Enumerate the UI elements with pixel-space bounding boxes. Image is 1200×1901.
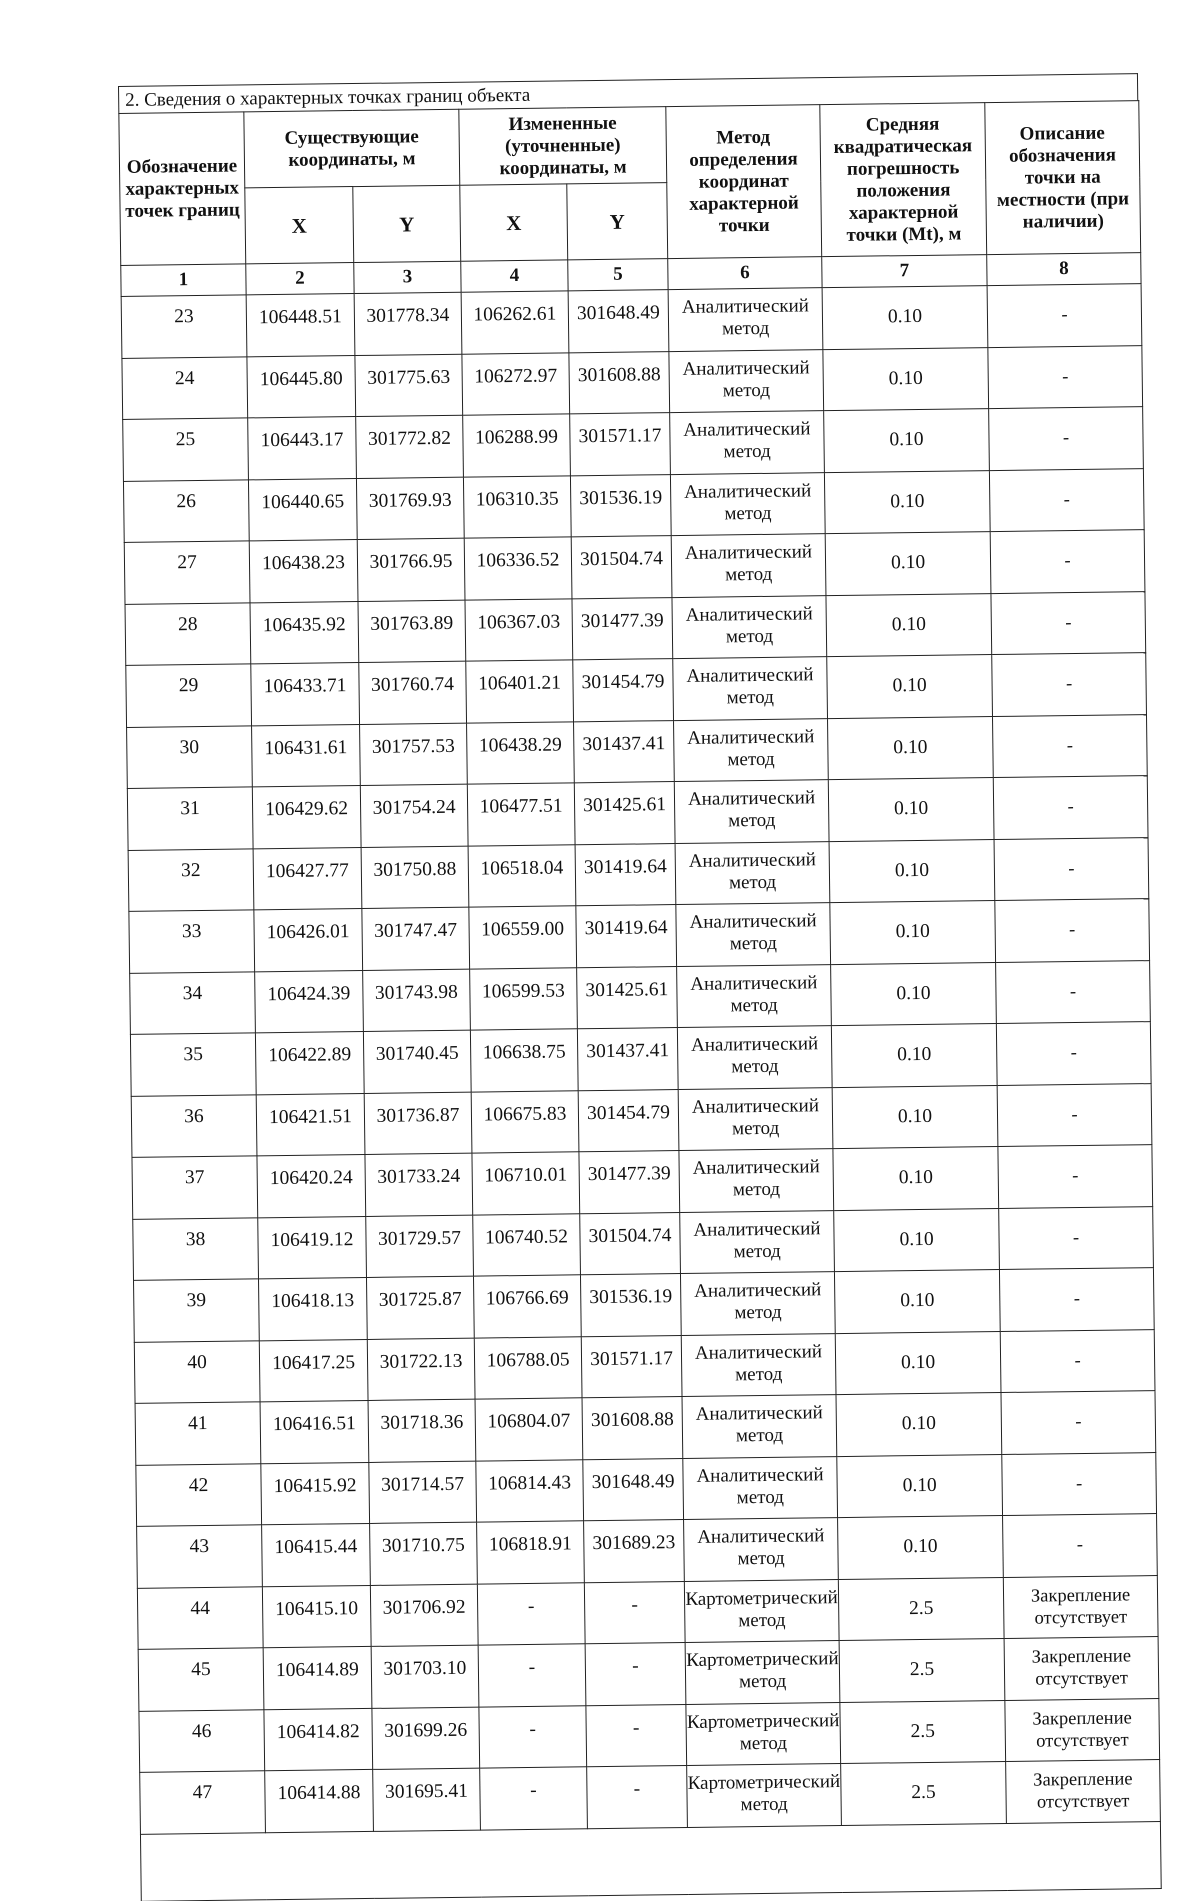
header-point: Обозначение характерных точек границ — [119, 112, 246, 266]
header-changed-y: Y — [567, 183, 668, 260]
description-cell: - — [990, 530, 1145, 593]
description-cell: - — [999, 1206, 1154, 1269]
description-cell: - — [993, 714, 1148, 777]
changed-x-cell: 106804.07 — [475, 1398, 583, 1461]
method-cell: Аналитический метод — [679, 1149, 834, 1212]
changed-x-cell: - — [478, 1644, 586, 1707]
existing-y-cell: 301699.26 — [372, 1707, 480, 1770]
error-cell: 2.5 — [840, 1700, 1006, 1764]
method-cell: Аналитический метод — [671, 534, 826, 597]
description-cell: - — [988, 345, 1143, 408]
changed-y-cell: - — [587, 1765, 688, 1828]
existing-y-cell: 301695.41 — [373, 1768, 481, 1831]
error-cell: 0.10 — [835, 1331, 1001, 1395]
point-cell: 38 — [133, 1217, 259, 1280]
method-cell: Аналитический метод — [668, 288, 823, 351]
changed-x-cell: 106272.97 — [462, 352, 570, 415]
changed-y-cell: 301648.49 — [583, 1458, 684, 1521]
changed-y-cell: 301419.64 — [575, 843, 676, 906]
existing-y-cell: 301778.34 — [354, 292, 462, 355]
error-cell: 2.5 — [841, 1761, 1007, 1825]
changed-y-cell: 301425.61 — [577, 966, 678, 1029]
existing-x-cell: 106443.17 — [248, 417, 357, 480]
method-cell: Аналитический метод — [678, 1087, 833, 1150]
description-cell: - — [996, 960, 1151, 1023]
existing-y-cell: 301740.45 — [363, 1030, 471, 1093]
existing-y-cell: 301718.36 — [368, 1399, 476, 1462]
changed-x-cell: 106477.51 — [467, 783, 575, 846]
description-cell: - — [989, 468, 1144, 531]
method-cell: Аналитический метод — [675, 841, 830, 904]
description-cell: - — [991, 591, 1146, 654]
description-cell: - — [992, 653, 1147, 716]
existing-x-cell: 106435.92 — [250, 601, 359, 664]
changed-x-cell: - — [479, 1705, 587, 1768]
error-cell: 0.10 — [824, 470, 990, 534]
changed-x-cell: 106599.53 — [470, 967, 578, 1030]
error-cell: 0.10 — [834, 1270, 1000, 1334]
method-cell: Аналитический метод — [683, 1456, 838, 1519]
existing-x-cell: 106420.24 — [257, 1154, 366, 1217]
method-cell: Аналитический метод — [669, 349, 824, 412]
changed-x-cell: 106288.99 — [463, 414, 571, 477]
point-cell: 40 — [134, 1340, 260, 1403]
error-cell: 0.10 — [834, 1208, 1000, 1272]
existing-x-cell: 106417.25 — [259, 1339, 368, 1402]
method-cell: Картометрический метод — [684, 1579, 839, 1642]
method-cell: Аналитический метод — [673, 657, 828, 720]
table-body — [121, 284, 1160, 1834]
existing-y-cell: 301772.82 — [356, 415, 464, 478]
existing-y-cell: 301706.92 — [370, 1584, 478, 1647]
method-cell: Аналитический метод — [681, 1333, 836, 1396]
existing-y-cell: 301703.10 — [371, 1645, 479, 1708]
changed-y-cell: 301437.41 — [577, 1028, 678, 1091]
point-cell: 30 — [127, 725, 253, 788]
changed-x-cell: 106710.01 — [472, 1152, 580, 1215]
changed-x-cell: 106336.52 — [464, 537, 572, 600]
point-cell: 35 — [130, 1033, 256, 1096]
document-sheet — [118, 73, 1161, 1901]
point-cell: 43 — [137, 1525, 263, 1588]
method-cell: Аналитический метод — [682, 1395, 837, 1458]
existing-x-cell: 106438.23 — [249, 540, 358, 603]
changed-x-cell: 106438.29 — [467, 721, 575, 784]
error-cell: 0.10 — [823, 347, 989, 411]
existing-x-cell: 106421.51 — [256, 1093, 365, 1156]
description-cell: - — [1003, 1514, 1158, 1577]
existing-x-cell: 106431.61 — [252, 724, 361, 787]
method-cell: Аналитический метод — [670, 411, 825, 474]
method-cell: Аналитический метод — [680, 1272, 835, 1335]
changed-y-cell: 301454.79 — [578, 1089, 679, 1152]
point-cell: 34 — [130, 971, 256, 1034]
changed-y-cell: 301477.39 — [572, 597, 673, 660]
description-cell: Закрепление отсутствует — [1003, 1575, 1158, 1638]
changed-x-cell: 106788.05 — [474, 1336, 582, 1399]
changed-y-cell: 301425.61 — [574, 782, 675, 845]
description-cell: - — [987, 284, 1142, 347]
existing-x-cell: 106414.88 — [265, 1769, 374, 1832]
existing-x-cell: 106424.39 — [255, 970, 364, 1033]
changed-y-cell: 301571.17 — [581, 1335, 682, 1398]
description-cell: - — [996, 1022, 1151, 1085]
changed-x-cell: - — [480, 1767, 588, 1830]
error-cell: 0.10 — [838, 1515, 1004, 1579]
changed-y-cell: 301454.79 — [573, 659, 674, 722]
method-cell: Аналитический метод — [672, 595, 827, 658]
error-cell: 0.10 — [827, 655, 993, 719]
point-cell: 44 — [137, 1586, 263, 1649]
point-cell: 31 — [127, 787, 253, 850]
existing-y-cell: 301754.24 — [360, 784, 468, 847]
changed-y-cell: 301504.74 — [571, 536, 672, 599]
header-existing-coords: Существующие координаты, м — [244, 109, 460, 188]
existing-y-cell: 301725.87 — [366, 1276, 474, 1339]
section-title: 2. Сведения о характерных точках границ объекта — [118, 73, 1138, 113]
existing-x-cell: 106416.51 — [260, 1400, 369, 1463]
point-cell: 25 — [123, 418, 249, 481]
point-cell: 36 — [131, 1094, 257, 1157]
description-cell: - — [998, 1145, 1153, 1208]
changed-y-cell: 301608.88 — [569, 351, 670, 414]
changed-y-cell: 301419.64 — [576, 905, 677, 968]
existing-y-cell: 301722.13 — [367, 1338, 475, 1401]
error-cell: 0.10 — [830, 901, 996, 965]
changed-x-cell: 106367.03 — [465, 598, 573, 661]
point-cell: 46 — [139, 1709, 265, 1772]
description-cell: Закрепление отсутствует — [1005, 1698, 1160, 1761]
error-cell: 0.10 — [831, 962, 997, 1026]
method-cell: Картометрический метод — [687, 1764, 842, 1827]
point-cell: 27 — [124, 541, 250, 604]
point-cell: 41 — [135, 1402, 261, 1465]
error-cell: 0.10 — [828, 778, 994, 842]
error-cell: 0.10 — [826, 593, 992, 657]
header-method: Метод определения координат характерной точки — [666, 105, 822, 259]
existing-y-cell: 301757.53 — [360, 723, 468, 786]
changed-x-cell: 106675.83 — [471, 1090, 579, 1153]
column-number: 1 — [121, 264, 246, 297]
existing-y-cell: 301769.93 — [356, 477, 464, 540]
changed-x-cell: 106262.61 — [461, 291, 569, 354]
existing-x-cell: 106445.80 — [247, 355, 356, 418]
existing-x-cell: 106429.62 — [252, 786, 361, 849]
point-cell: 42 — [136, 1463, 262, 1526]
column-number: 2 — [246, 263, 354, 295]
existing-x-cell: 106427.77 — [253, 847, 362, 910]
existing-y-cell: 301729.57 — [366, 1215, 474, 1278]
header-error: Средняя квадратическая погрешность положения характерной точки (Mt), м — [820, 103, 987, 257]
existing-y-cell: 301775.63 — [355, 354, 463, 417]
changed-y-cell: 301437.41 — [574, 720, 675, 783]
error-cell: 0.10 — [831, 1024, 997, 1088]
changed-x-cell: 106814.43 — [476, 1459, 584, 1522]
changed-y-cell: 301571.17 — [570, 413, 671, 476]
point-cell: 33 — [129, 910, 255, 973]
error-cell: 0.10 — [833, 1147, 999, 1211]
description-cell: - — [993, 776, 1148, 839]
changed-x-cell: 106818.91 — [477, 1521, 585, 1584]
existing-x-cell: 106414.89 — [263, 1646, 372, 1709]
point-cell: 24 — [122, 356, 248, 419]
method-cell: Картометрический метод — [686, 1702, 841, 1765]
existing-y-cell: 301733.24 — [365, 1153, 473, 1216]
existing-y-cell: 301714.57 — [369, 1461, 477, 1524]
method-cell: Аналитический метод — [677, 964, 832, 1027]
existing-x-cell: 106440.65 — [248, 478, 357, 541]
description-cell: - — [997, 1083, 1152, 1146]
changed-y-cell: 301689.23 — [584, 1520, 685, 1583]
existing-x-cell: 106426.01 — [254, 909, 363, 972]
method-cell: Аналитический метод — [674, 718, 829, 781]
existing-y-cell: 301736.87 — [364, 1092, 472, 1155]
error-cell: 0.10 — [828, 716, 994, 780]
point-cell: 45 — [138, 1648, 264, 1711]
description-cell: - — [1000, 1329, 1155, 1392]
method-cell: Аналитический метод — [680, 1210, 835, 1273]
changed-x-cell: 106766.69 — [473, 1275, 581, 1338]
method-cell: Аналитический метод — [684, 1518, 839, 1581]
error-cell: 2.5 — [839, 1638, 1005, 1702]
column-number: 6 — [668, 257, 822, 290]
method-cell: Аналитический метод — [677, 1026, 832, 1089]
error-cell: 2.5 — [838, 1577, 1004, 1641]
changed-x-cell: 106401.21 — [466, 660, 574, 723]
point-cell: 47 — [140, 1771, 266, 1834]
changed-x-cell: 106638.75 — [470, 1029, 578, 1092]
description-cell: - — [989, 407, 1144, 470]
method-cell: Аналитический метод — [674, 780, 829, 843]
changed-y-cell: 301504.74 — [580, 1212, 681, 1275]
existing-x-cell: 106415.44 — [262, 1523, 371, 1586]
changed-x-cell: 106518.04 — [468, 844, 576, 907]
existing-x-cell: 106419.12 — [258, 1216, 367, 1279]
existing-x-cell: 106415.92 — [261, 1462, 370, 1525]
header-changed-x: X — [460, 184, 568, 261]
changed-x-cell: 106740.52 — [473, 1213, 581, 1276]
error-cell: 0.10 — [837, 1454, 1003, 1518]
empty-cell — [140, 1821, 1161, 1901]
error-cell: 0.10 — [836, 1393, 1002, 1457]
error-cell: 0.10 — [822, 286, 988, 350]
changed-y-cell: - — [585, 1642, 686, 1705]
changed-x-cell: 106310.35 — [463, 475, 571, 538]
existing-y-cell: 301747.47 — [362, 907, 470, 970]
boundary-points-table — [118, 100, 1161, 1901]
error-cell: 0.10 — [825, 532, 991, 596]
existing-y-cell: 301743.98 — [363, 969, 471, 1032]
changed-y-cell: 301536.19 — [580, 1274, 681, 1337]
point-cell: 39 — [134, 1279, 260, 1342]
existing-x-cell: 106418.13 — [259, 1277, 368, 1340]
column-number: 5 — [568, 259, 668, 291]
existing-y-cell: 301766.95 — [357, 538, 465, 601]
description-cell: - — [1001, 1391, 1156, 1454]
point-cell: 37 — [132, 1156, 258, 1219]
method-cell: Картометрический метод — [685, 1641, 840, 1704]
header-description: Описание обозначения точки на местности (при наличии) — [985, 101, 1141, 255]
existing-x-cell: 106448.51 — [246, 294, 355, 357]
method-cell: Аналитический метод — [676, 903, 831, 966]
error-cell: 0.10 — [824, 409, 990, 473]
description-cell: - — [994, 837, 1149, 900]
changed-y-cell: - — [584, 1581, 685, 1644]
existing-x-cell: 106414.82 — [264, 1708, 373, 1771]
changed-y-cell: 301477.39 — [579, 1151, 680, 1214]
description-cell: Закрепление отсутствует — [1006, 1760, 1161, 1823]
column-number: 3 — [354, 261, 461, 293]
existing-y-cell: 301750.88 — [361, 846, 469, 909]
existing-x-cell: 106422.89 — [255, 1031, 364, 1094]
existing-x-cell: 106415.10 — [262, 1585, 371, 1648]
point-cell: 28 — [125, 602, 251, 665]
existing-y-cell: 301760.74 — [359, 661, 467, 724]
description-cell: - — [995, 899, 1150, 962]
changed-x-cell: - — [477, 1582, 585, 1645]
point-cell: 29 — [126, 664, 252, 727]
empty-footer-row — [140, 1821, 1161, 1901]
changed-y-cell: 301608.88 — [582, 1397, 683, 1460]
point-cell: 23 — [121, 295, 247, 358]
existing-y-cell: 301763.89 — [358, 600, 466, 663]
description-cell: - — [999, 1268, 1154, 1331]
error-cell: 0.10 — [829, 839, 995, 903]
method-cell: Аналитический метод — [670, 472, 825, 535]
changed-x-cell: 106559.00 — [469, 906, 577, 969]
changed-y-cell: 301648.49 — [568, 290, 669, 353]
column-number: 7 — [822, 255, 987, 288]
column-number: 4 — [461, 260, 568, 292]
changed-y-cell: 301536.19 — [570, 474, 671, 537]
description-cell: - — [1002, 1452, 1157, 1515]
header-changed-coords: Измененные (уточненные) координаты, м — [459, 107, 667, 186]
description-cell: Закрепление отсутствует — [1004, 1637, 1159, 1700]
header-existing-y: Y — [353, 185, 461, 262]
point-cell: 26 — [123, 479, 249, 542]
existing-x-cell: 106433.71 — [251, 663, 360, 726]
point-cell: 32 — [128, 848, 254, 911]
existing-y-cell: 301710.75 — [370, 1522, 478, 1585]
error-cell: 0.10 — [832, 1085, 998, 1149]
header-existing-x: X — [245, 187, 354, 264]
column-number: 8 — [987, 253, 1141, 286]
changed-y-cell: - — [586, 1704, 687, 1767]
